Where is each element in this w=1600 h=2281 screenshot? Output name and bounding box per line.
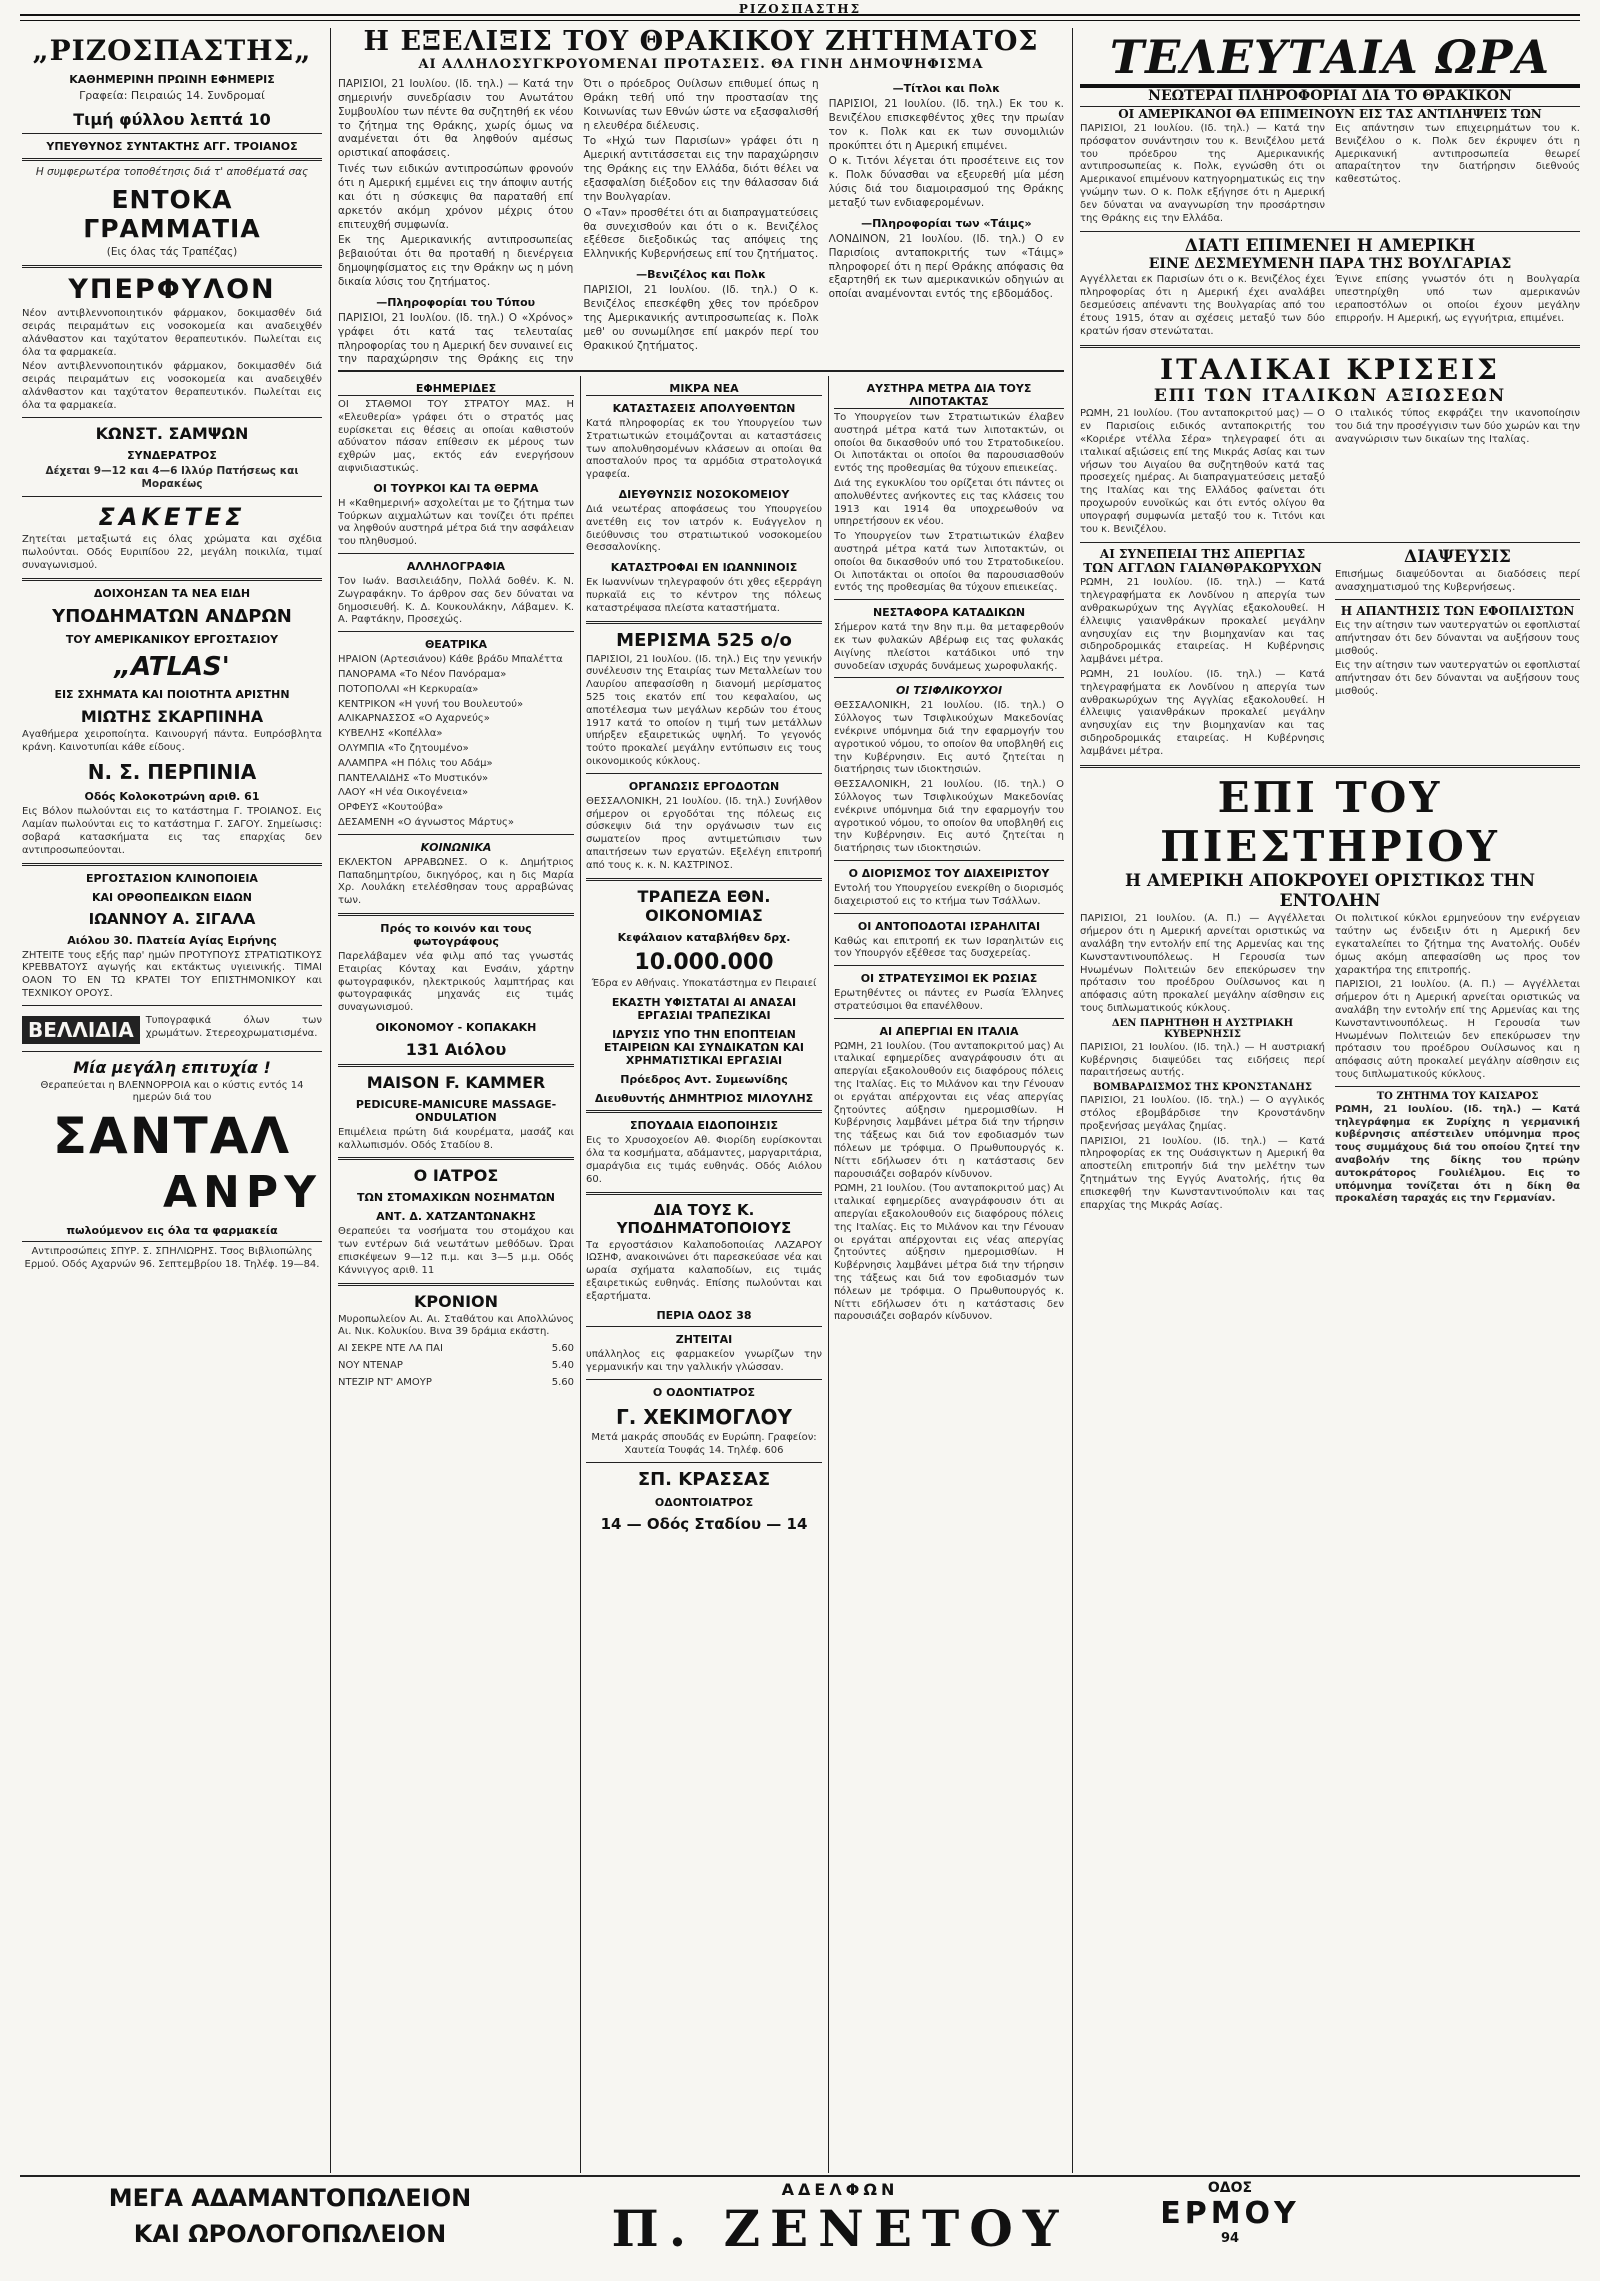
bottom-left-1: ΜΕΓΑ ΑΔΑΜΑΝΤΟΠΩΛΕΙΟΝ — [108, 2184, 472, 2212]
ad-hyperfylon-text-2: Νέον αντιβλεννοποιητικόν φάρμακον, δοκιμασθέν διά σειράς πειραμάτων εις νοσοκομεία και αναδειχθέν αλάνθαστον και ταχύτατον θεραπευτικόν. Πωλείται εις όλα τα φαρμακεία. — [22, 361, 322, 411]
theatre-item: ΔΕΣΑΜΕΝΗ «Ο άγνωστος Μάρτυς» — [338, 816, 514, 828]
bottom-rule — [20, 2175, 1580, 2177]
c2b-p5: ΘΕΣΣΑΛΟΝΙΚΗ, 21 Ιουλίου. (Ιδ. τηλ.) Συνήλθον σήμερον οι εργοδόται της πόλεως εις σύσκεψιν διά την οργάνωσιν των εις σωματείον προς αντιμετώπισιν των απαιτήσεων των εργατών. Εξελέγη επιτροπή από τους κ. κ. Ν. ΚΑΣΤΡΙΝΟΣ. — [586, 795, 822, 871]
ad-notes-title: ΕΝΤΟΚΑ ΓΡΑΜΜΑΤΙΑ — [83, 185, 261, 244]
ad-hyperfylon-title: ΥΠΕΡΦΥΛΟΝ — [68, 274, 276, 306]
right-p2: Εις απάντησιν των επιχειρημάτων του κ. Βενιζέλου ο κ. Πολκ δεν έκρυψεν ότι η Αμερικανική αντιπροσωπεία θεωρεί απαραίτητον την διατήρησιν διεθνούς καθεστώτος. — [1335, 123, 1580, 186]
director: ΥΠΕΥΘΥΝΟΣ ΣΥΝΤΑΚΤΗΣ ΑΓΓ. ΤΡΟΙΑΝΟΣ — [46, 139, 298, 153]
c2b-sec5: ΣΠΟΥΔΑΙΑ ΕΙΔΟΠΟΙΗΣΙΣ — [630, 1119, 778, 1133]
c1-p1: ΠΑΡΙΣΙΟΙ, 21 Ιουλίου. (Ιδ. τηλ.) — Κατά την σημερινήν συνεδρίασιν του Ανωτάτου Συμβουλίου των πέντε θα συζητηθή εκ νέου το ζήτημα της Θράκης, χωρίς όμως να αναμένεται ότι θα ληφθούν αμέσως οριστικαί αποφάσεις. — [338, 78, 574, 160]
c1b-ad2-sub: PEDICURE-MANICURE MASSAGE-ONDULATION — [355, 1097, 557, 1124]
center-col3 — [829, 76, 1064, 366]
right-p5: ΡΩΜΗ, 21 Ιουλίου. (Του ανταποκριτού μας) — Ο εν Παρισίοις ειδικός ανταποκριτής του «Κοριέρε ντέλλα Σέρα» τηλεγραφεί ότι αι ιταλικαί αξιώσεις επί της Μικράς Ασίας και των νήσων του Αιγαίου θα συζητηθούν κατά τας προσεχείς ημέρας. Αι διαπραγματεύσεις μεταξύ της Ιταλίας και της Ελλάδος φαίνεται ότι προχωρούν ευνοϊκώς και ότι εντός ολίγου θα υπογραφή συμφωνία μεταξύ του κ. Τιτόνι και του κ. Βενιζέλου. — [1080, 408, 1325, 535]
c1b-p2: Η «Καθημερινή» ασχολείται με το ζήτημα των Τούρκων αιχμαλώτων και τονίζει ότι πρέπει να ληφθούν αυστηρά μέτρα διά την ασφάλειαν του πληθυσμού. — [338, 497, 574, 548]
right-p12: ΠΑΡΙΣΙΟΙ, 21 Ιουλίου. (Ιδ. τηλ.) — Η αυστριακή Κυβέρνησις διαψεύδει τας ειδήσεις περί παραιτήσεως αυτής. — [1080, 1041, 1325, 1079]
c2b-ad1: ΜΕΡΙΣΜΑ 525 ο/ο — [616, 629, 792, 651]
right-h6: ΙΤΑΛΙΚΑΙ ΚΡΙΣΕΙΣ — [1160, 353, 1500, 387]
masthead: „ΡΙΖΟΣΠΑΣΤΗΣ„ — [32, 34, 312, 67]
bottom-left-2: ΚΑΙ ΩΡΟΛΟΓΟΠΩΛΕΙΟΝ — [133, 2220, 447, 2248]
c1b-p4: ΕΚΛΕΚΤΟΝ ΑΡΡΑΒΩΝΕΣ. Ο κ. Δημήτριος Παπαδημητρίου, δικηγόρος, και η δις Μαρία Χρ. Λουλάκη ετελέσθησαν τους αρραβώνας των. — [338, 856, 574, 907]
right-p13: ΒΟΜΒΑΡΔΙΣΜΟΣ ΤΗΣ ΚΡΟΝΣΤΑΝΔΗΣ — [1093, 1082, 1312, 1094]
c1b-ad3-name: ΑΝΤ. Δ. ΧΑΤΖΑΝΤΩΝΑΚΗΣ — [376, 1210, 536, 1224]
ad-jackets-title: ΣΑΚΕΤΕΣ — [98, 503, 246, 532]
ad-santal-text: Θεραπεύεται η ΒΛΕΝΝΟΡΡΟΙΑ και ο κύστις εντός 14 ημερών διά του — [40, 1079, 304, 1104]
perfume-price: 5.60 — [551, 1343, 574, 1355]
c2-p2: Το «Ηχώ των Παρισίων» γράφει ότι η Αμερική αντιτάσσεται εις την παραχώρησιν της Θράκης εις την Ελλάδα, διότι θέλει να εξασφαλίση διέξοδον εις την θάλασσαν διά την Βουλγαρίαν. — [583, 135, 819, 203]
c3b-head: ΑΥΣΤΗΡΑ ΜΕΤΡΑ ΔΙΑ ΤΟΥΣ ΛΙΠΟΤΑΚΤΑΣ — [834, 382, 1064, 409]
ad-agency: Αντιπροσώπεις ΣΠΥΡ. Σ. ΣΠΗΛΙΩΡΗΣ. Τσος Βιβλιοπώλης Ερμού. Οδός Αχαρνών 96. Σεπτεμβρίου 18. Τηλέφ. 19—84. — [24, 1246, 320, 1271]
theatre-list — [338, 654, 574, 830]
theatre-item: ΟΡΦΕΥΣ «Κουτούβα» — [338, 802, 444, 814]
right-p7: ΡΩΜΗ, 21 Ιουλίου. (Ιδ. τηλ.) — Κατά τηλεγραφήματα εκ Λονδίνου η απεργία των ανθρακωρύχων της Αγγλίας εξακολουθεί. Η έλλειψις γαιανθράκων προκαλεί μεγάλην ανησυχίαν εις την βιομηχανίαν και τας σιδηροδρομικάς εταιρείας. Η Κυβέρνησις λαμβάνει μέτρα. — [1080, 577, 1325, 666]
perfume-name: ΑΙ ΣΕΚΡΕ ΝΤΕ ΛΑ ΠΑΙ — [338, 1343, 443, 1355]
right-p15: ΠΑΡΙΣΙΟΙ, 21 Ιουλίου. (Ιδ. τηλ.) — Κατά πληροφορίας εκ της Ουάσιγκτων η Αμερική θα αποστείλη επιτροπήν διά την μελέτην των ζητημάτων της Εγγύς Ανατολής, ήτις θα επισκεφθή την Κωνσταντινούπολιν και τας επαρχίας της Μικράς Ασίας. — [1080, 1135, 1325, 1211]
right-col-c — [1080, 911, 1325, 1214]
c1b-ad1-name: ΟΙΚΟΝΟΜΟΥ - ΚΟΠΑΚΑΚΗ — [375, 1020, 537, 1034]
theatre-item: ΠΑΝΟΡΑΜΑ «Το Νέον Πανόραμα» — [338, 668, 507, 680]
ad-doctor-title: ΣΥΝΔΕΡΑΤΡΟΣ — [127, 448, 217, 462]
c1-p2: Τινές των ειδικών αντιπροσώπων φρονούν ότι η Αμερική εμμένει εις την άποψιν αυτής και ότι η σύσκεψις θα παραταθή επί αρκετόν ακόμη χρόνον μέχρις ότου επιτευχθή συμφωνία. — [338, 163, 574, 231]
c1b-ad3-sub: ΤΩΝ ΣΤΟΜΑΧΙΚΩΝ ΝΟΣΗΜΑΤΩΝ — [357, 1191, 555, 1205]
c2b-bank3: 10.000.000 — [634, 949, 774, 975]
ad-shoes-h3: ΤΟΥ ΑΜΕΡΙΚΑΝΙΚΟΥ ΕΡΓΟΣΤΑΣΙΟΥ — [65, 632, 279, 646]
c3b-p4-cont: ΘΕΣΣΑΛΟΝΙΚΗ, 21 Ιουλίου. (Ιδ. τηλ.) Ο Σύλλογος των Τσιφλικούχων Μακεδονίας ενέκρινε υπόμνημα διά την εφαρμογήν του αγροτικού νόμου, το οποίον θα υποβληθή εις την Κυβέρνησιν. Εις αυτό ζητείται η διατήρησις των ιδιοκτησιών. — [834, 779, 1064, 855]
center-bottom-col1 — [338, 376, 574, 2173]
c3-p1: ΠΑΡΙΣΙΟΙ, 21 Ιουλίου. (Ιδ. τηλ.) Εκ του κ. Βενιζέλου επισκεφθέντος χθες την πρωίαν τον κ. Πολκ και εκ των συνομιλιών προκύπτει ότι η Αμερική επιμένει. — [828, 98, 1064, 152]
ad-beds-h1: ΕΡΓΟΣΤΑΣΙΟΝ ΚΛΙΝΟΠΟΙΕΙΑ — [86, 871, 258, 885]
right-p18: ΡΩΜΗ, 21 Ιουλίου. (Ιδ. τηλ.) — Κατά τηλεγράφημα εκ Ζυρίχης η γερμανική κυβέρνησις απέστειλεν υπόμνημα προς τους συμμάχους διά του οποίου ζητεί την αναβολήν της δίκης του πρώην αυτοκράτορος Γουλιέλμου. Εις το υπόμνημα τονίζεται ότι η δίκη θα προκαλέση ταραχάς εις την Γερμανίαν. — [1335, 1103, 1580, 1205]
c1-sec1: —Πληροφορίαι του Τύπου — [376, 295, 536, 309]
ad-shoes-h1: ΔΟΙΧΟΗΣΑΝ ΤΑ ΝΕΑ ΕΙΔΗ — [93, 586, 251, 600]
ad-santal-sold: πωλούμενον εις όλα τα φαρμακεία — [66, 1224, 278, 1238]
c1-p4: ΠΑΡΙΣΙΟΙ, 21 Ιουλίου. (Ιδ. τηλ.) Ο «Χρόνος» γράφει ότι κατά τας τελευταίας πληροφορίας του η Αμερική δεν συναινεί εις την παραχώρησιν της Θράκης εις την — [338, 311, 574, 366]
perfume-price: 5.40 — [551, 1360, 574, 1372]
c1b-ad4-text: Μυροπωλείον Αι. Αι. Σταθάτου και Απολλώνος Αι. Νικ. Κολυκίου. Βινα 39 δράμια εκάστη. — [338, 1313, 574, 1338]
right-p8: Επισήμως διαψεύδονται αι διαδόσεις περί ανασχηματισμού της Κυβερνήσεως. — [1335, 569, 1580, 594]
c3b-sec6: ΑΙ ΑΠΕΡΓΙΑΙ ΕΝ ΙΤΑΛΙΑ — [879, 1024, 1019, 1038]
ad-doctor-text: Δέχεται 9—12 και 4—6 Ιλλύρ Πατήσεως και Μορακέως — [45, 464, 299, 491]
c2b-p7a: ΠΕΡΙΑ ΟΔΟΣ 38 — [656, 1309, 752, 1323]
c1b-sec1: ΟΙ ΤΟΥΡΚΟΙ ΚΑΙ ΤΑ ΘΕΡΜΑ — [373, 481, 539, 495]
right-h5: ΕΙΝΕ ΔΕΣΜΕΥΜΕΝΗ ΠΑΡΑ ΤΗΣ ΒΟΥΛΓΑΡΙΑΣ — [1148, 256, 1512, 273]
rule-left — [330, 28, 331, 2173]
right-h7: ΕΠΙ ΤΩΝ ΙΤΑΛΙΚΩΝ ΑΞΙΩΣΕΩΝ — [1153, 386, 1507, 407]
c2b-p2: Διά νεωτέρας αποφάσεως του Υπουργείου ανετέθη εις τον ιατρόν κ. Ευάγγελον η διεύθυνσις του στρατιωτικού νοσοκομείου Θεσσαλονίκης. — [586, 503, 822, 554]
right-p6: Ο ιταλικός τύπος εκφράζει την ικανοποίησιν του διά την προσέγγισιν των δύο χωρών και την αναγνώρισιν των δικαίων της Ιταλίας. — [1335, 408, 1580, 445]
ad-jackets-text: Ζητείται μεταξιωτά εις όλας χρώματα και σχέδια πωλούνται. Οδός Ευριπίδου 22, μεγάλη ποικιλία, τιμαί συναγωνισμού. — [22, 534, 322, 571]
main-subheadline: ΑΙ ΑΛΛΗΛΟΣΥΓΚΡΟΥΟΜΕΝΑΙ ΠΡΟΤΑΣΕΙΣ. ΘΑ ΓΙΝΗ ΔΗΜΟΨΗΦΙΣΜΑ — [418, 57, 984, 72]
right-h12: ΕΠΙ ΤΟΥ ΠΙΕΣΤΗΡΙΟΥ — [1160, 773, 1500, 872]
c3-sec1: —Τίτλοι και Πολκ — [892, 82, 1001, 95]
price: Τιμή φύλλου λεπτά 10 — [73, 109, 271, 129]
c1b-ad3-text: Θεραπεύει τα νοσήματα του στομάχου και των εντέρων διά νεωτάτων μεθόδων. Ώραι επισκέψεων 9—12 π.μ. και 3—5 μ.μ. Οδός Κάννιγγος αριθ. 11 — [338, 1226, 574, 1276]
ad-beds-h2: ΚΑΙ ΟΡΘΟΠΕΔΙΚΩΝ ΕΙΔΩΝ — [92, 890, 252, 904]
right-h2: ΝΕΩΤΕΡΑΙ ΠΛΗΡΟΦΟΡΙΑΙ ΔΙΑ ΤΟ ΘΡΑΚΙΚΟΝ — [1080, 88, 1580, 107]
ad-shoes-seller-text: Αγαθήμερα χειροποίητα. Καινουργή πάντα. Ευπρόσβλητα κράνη. Καινοτυπίαι κάθε είδους. — [22, 728, 322, 753]
right-p7-cont: ΡΩΜΗ, 21 Ιουλίου. (Ιδ. τηλ.) — Κατά τηλεγραφήματα εκ Λονδίνου η απεργία των ανθρακωρύχων της Αγγλίας εξακολουθεί. Η έλλειψις γαιανθράκων προκαλεί μεγάλην ανησυχίαν εις την βιομηχανίαν και τας σιδηροδρομικάς εταιρείας. Η Κυβέρνησις λαμβάνει μέτρα. — [1080, 668, 1325, 757]
rule-right — [1072, 28, 1073, 2173]
c2b-sec6: ΔΙΑ ΤΟΥΣ Κ. ΥΠΟΔΗΜΑΤΟΠΟΙΟΥΣ — [616, 1200, 792, 1237]
ad-notes-intro: Η συμφερωτέρα τοποθέτησις διά τ' αποθέματά σας — [35, 165, 309, 178]
c2b-ad3: Ο ΟΔΟΝΤΙΑΤΡΟΣ — [652, 1386, 756, 1400]
right-h13: Η ΑΜΕΡΙΚΗ ΑΠΟΚΡΟΥΕΙ ΟΡΙΣΤΙΚΩΣ ΤΗΝ ΕΝΤΟΛΗΝ — [1124, 871, 1536, 912]
bottom-right-3: 94 — [1220, 2231, 1240, 2246]
ad-santal-word-2: ΑΝΡΥ — [163, 1167, 322, 1219]
main-headline: Η ΕΞΕΛΙΞΙΣ ΤΟΥ ΘΡΑΚΙΚΟΥ ΖΗΤΗΜΑΤΟΣ — [363, 26, 1039, 57]
c3b-sec2: ΟΙ ΤΣΙΦΛΙΚΟΥΧΟΙ — [895, 684, 1003, 698]
right-p14: ΠΑΡΙΣΙΟΙ, 21 Ιουλίου. (Ιδ. τηλ.) — Ο αγγλικός στόλος εβομβάρδισε την Κρονστάνδην προξενήσας μεγάλας ζημίας. — [1080, 1095, 1325, 1132]
perfume-name: ΝΟΥ ΝΤΕΝΑΡ — [338, 1360, 403, 1372]
c3-p2: Ο κ. Τιτόνι λέγεται ότι προσέτεινε εις τον κ. Πολκ δύνασθαι να εξευρεθή μία μέση λύσις διά του διαμοιρασμού της Θράκης μεταξύ των ενδιαφερομένων. — [828, 155, 1064, 210]
c1b-ad1-addr: 131 Αιόλου — [405, 1039, 507, 1059]
price-row — [338, 1375, 574, 1392]
c2b-sec4: ΟΡΓΑΝΩΣΙΣ ΕΡΓΟΔΟΤΩΝ — [628, 779, 780, 793]
c1b-ad1: Πρός το κοινόν και τους φωτογράφους — [380, 921, 532, 948]
c1b-p3: Τον Ιωάν. Βασιλειάδην, Πολλά δοθέν. Κ. Ν. Ζωγραφάκην. Το άρθρον σας δεν δύναται να δημοσιευθή. Κ. Δ. Κουκουλάκην, Λάβαμεν. Κ. Α. Ραφτάκην, Προσεχώς. — [338, 575, 574, 626]
right-p1: ΠΑΡΙΣΙΟΙ, 21 Ιουλίου. (Ιδ. τηλ.) — Κατά την πρόσφατον συνάντησιν του κ. Βενιζέλου μετά του πρόεδρου της Αμερικανικής αντιπροσωπείας κ. Πολκ, εγνώσθη ότι οι Αμερικανοί επιμένουν κατηγορηματικώς εις την γνώμην των. Ο κ. Πολκ εξήγησε ότι η Αμερική δεν δύναται να αναγνωρίση την προσάρτησιν της Θράκης εις την Ελλάδα. — [1080, 123, 1325, 224]
c2-sec1: —Βενιζέλος και Πολκ — [636, 268, 766, 282]
c2b-bank5: ΕΚΑΣΤΗ ΥΦΙΣΤΑΤΑΙ ΑΙ ΑΝΑΣΑΙ ΕΡΓΑΣΙΑΙ ΤΡΑΠΕΖΙΚΑΙ — [611, 996, 797, 1023]
c2b-sec2: ΔΙΕΥΘΥΝΣΙΣ ΝΟΣΟΚΟΜΕΙΟΥ — [618, 487, 790, 501]
c2b-sec3: ΚΑΤΑΣΤΡΟΦΑΙ ΕΝ ΙΩΑΝΝΙΝΟΙΣ — [610, 561, 798, 575]
right-h8: ΑΙ ΣΥΝΕΠΕΙΑΙ ΤΗΣ ΑΠΕΡΓΙΑΣ — [1099, 547, 1306, 562]
c3b-sec3: Ο ΔΙΟΡΙΣΜΟΣ ΤΟΥ ΔΙΑΧΕΙΡΙΣΤΟΥ — [848, 866, 1050, 880]
right-col-a — [1080, 547, 1325, 760]
c2b-sec1: ΚΑΤΑΣΤΑΣΕΙΣ ΑΠΟΛΥΘΕΝΤΩΝ — [612, 402, 796, 415]
c1b-p1: ΟΙ ΣΤΑΘΜΟΙ ΤΟΥ ΣΤΡΑΤΟΥ ΜΑΣ. Η «Ελευθερία» γράφει ότι ο στρατός μας ευρίσκεται εις θέσεις αι οποίαι καθιστούν αδύνατον πάσαν επίθεσιν εκ μέρους των εχθρών μας, εκτός εάν ενεργήσουν αιφνιδιαστικώς. — [338, 399, 574, 474]
c3b-p3: Σήμερον κατά την 8ην π.μ. θα μεταφερθούν εκ των φυλακών Αβέρωφ εις τας φυλακάς Αιγίνης πλείστοι κατάδικοι υπό την συνοδείαν ισχυράς δυνάμεως χωροφυλακής. — [834, 622, 1064, 672]
right-section — [1080, 26, 1580, 2176]
c3b-p1-cont: Το Υπουργείον των Στρατιωτικών έλαβεν αυστηρά μέτρα κατά των λιποτακτών, οι οποίοι θα δικασθούν υπό του Στρατοδικείου. Οι λιποτάκται οι οποίοι θα παρουσιασθούν εντός της προθεσμίας θα τύχουν επιεικείας. — [834, 531, 1064, 594]
right-h11: Η ΑΠΑΝΤΗΣΙΣ ΤΩΝ ΕΦΟΠΛΙΣΤΩΝ — [1340, 603, 1575, 618]
right-col-b — [1335, 547, 1580, 760]
theatre-item: ΟΛΥΜΠΙΑ «Το ζητουμένο» — [338, 742, 469, 754]
center-bottom-col2 — [586, 376, 822, 2173]
c2b-bank7: Πρόεδρος Αντ. Συμεωνίδης — [620, 1073, 788, 1087]
theatre-item: ΚΕΝΤΡΙΚΟΝ «Η γυνή του Βουλευτού» — [338, 698, 524, 710]
bottom-right-1: ΟΔΟΣ — [1207, 2180, 1253, 2196]
c3b-p8-cont: ΡΩΜΗ, 21 Ιουλίου. (Του ανταποκριτού μας) Αι ιταλικαί εφημερίδες αναγράφουσιν ότι αι απεργίαι εξακολουθούν εις διαφόρους πόλεις της Ιταλίας. Εις το Μιλάνον και την Γένουαν οι εργάται απέρχονται εις νέας απεργίας ζητούντες αύξησιν ημερομισθίων. Η Κυβέρνησις λαμβάνει μέτρα διά την τήρησιν της τάξεως και διά τον εφοδιασμόν των πόλεων με τρόφιμα. Ο Πρωθυπουργός κ. Νίττι εδήλωσεν ότι η κατάστασις δεν παρουσιάζει σοβαρόν κίνδυνον. — [834, 1183, 1064, 1323]
price-row — [338, 1358, 574, 1375]
masthead-address: Γραφεία: Πειραιώς 14. Συνδρομαί — [79, 89, 265, 102]
c1b-sec3: ΘΕΑΤΡΙΚΑ — [424, 638, 488, 652]
ad-vellidia-title: ΒΕΛΛΙΔΙΑ — [22, 1016, 140, 1044]
ad-beds-addr: Αιόλου 30. Πλατεία Αγίας Ειρήνης — [67, 933, 277, 947]
masthead-subtitle: ΚΑΘΗΜΕΡΙΝΗ ΠΡΩΙΝΗ ΕΦΗΜΕΡΙΣ — [69, 73, 275, 86]
center-col2 — [583, 76, 818, 366]
c2-p4: ΠΑΡΙΣΙΟΙ, 21 Ιουλίου. (Ιδ. τηλ.) Ο κ. Βενιζέλος επεσκέφθη χθες τον πρόεδρον της Αμερικανικής αντιπροσωπείας κ. Πολκ μεθ' ου συνωμίλησε επί μακρόν περί του Θρακικού ζητήματος. — [583, 284, 819, 352]
rule-center-2 — [828, 376, 829, 2173]
right-h4: ΔΙΑΤΙ ΕΠΙΜΕΝΕΙ Η ΑΜΕΡΙΚΗ — [1184, 236, 1476, 257]
right-p17: ΤΟ ΖΗΤΗΜΑ ΤΟΥ ΚΑΙΣΑΡΟΣ — [1376, 1090, 1539, 1102]
right-p16: Οι πολιτικοί κύκλοι ερμηνεύουν την ενέργειαν ταύτην ως ένδειξιν ότι η Αμερική δεν εγκαταλείπει το ζήτημα της Ανατολής. Ουδέν όμως ακόμη απεφασίσθη ως προς τον χαρακτήρα της επιτροπής. — [1335, 913, 1580, 976]
ad-beds-text: ΖΗΤΕΙΤΕ τους εξής παρ' ημών ΠΡΟΤΥΠΟΥΣ ΣΤΡΑΤΙΩΤΙΚΟΥΣ ΚΡΕΒΒΑΤΟΥΣ αγωγής και εκτάκτως υγιεινικής. ΤΙΜΑΙ ΟΑΟΝ ΤΟ ΕΝ ΤΩ ΚΡΑΤΕΙ ΤΟΥ ΕΠΙΣΤΗΜΟΝΙΚΟΥ και ΤΕΧΝΙΚΟΥ ΟΡΟΥΣ. — [22, 949, 322, 999]
c3b-sec5: ΟΙ ΣΤΡΑΤΕΥΣΙΜΟΙ ΕΚ ΡΩΣΙΑΣ — [860, 972, 1038, 986]
right-p4: Έγινε επίσης γνωστόν ότι η Βουλγαρία υπεστηρίχθη υπό των αμερικανών ιεραποστόλων οι οποίοι έχουν μεγάλην επιρροήν. Η Αμερική, ως εγγυήτρια, επιμένει. — [1335, 274, 1580, 324]
last-hour-headline: ΤΕΛΕΥΤΑΙΑ ΩΡΑ — [1080, 30, 1580, 88]
c3-p3: ΛΟΝΔΙΝΟΝ, 21 Ιουλίου. (Ιδ. τηλ.) Ο εν Παρισίοις ανταποκριτής των «Τάιμς» πληροφορεί ότι η περί Θράκης απόφασις θα εξαρτηθή εκ των αμερικανικών οδηγιών αι οποίαι αναμένονται εντός της εβδομάδος. — [828, 232, 1064, 301]
right-p11: ΔΕΝ ΠΑΡΗΤΗΘΗ Η ΑΥΣΤΡΙΑΚΗ ΚΥΒΕΡΝΗΣΙΣ — [1111, 1017, 1294, 1040]
right-p9: Εις την αίτησιν των ναυτεργατών οι εφοπλισταί απήντησαν ότι δεν δύνανται να αυξήσουν τους μισθούς. — [1335, 619, 1580, 657]
c3b-p7: Ερωτηθέντες οι πάντες εν Ρωσία Έλληνες στρατεύσιμοι θα επανέλθουν. — [834, 988, 1064, 1012]
bottom-ad-left — [30, 2180, 550, 2270]
right-h3: ΟΙ ΑΜΕΡΙΚΑΝΟΙ ΘΑ ΕΠΙΜΕΙΝΟΥΝ ΕΙΣ ΤΑΣ ΑΝΤΙΛΗΨΕΙΣ ΤΩΝ — [1118, 107, 1542, 121]
c2b-bank6: ΙΔΡΥΣΙΣ ΥΠΟ ΤΗΝ ΕΠΟΠΤΕΙΑΝ ΕΤΑΙΡΕΙΩΝ ΚΑΙ ΣΥΝΔΙΚΑΤΩΝ ΚΑΙ ΧΡΗΜΑΤΙΣΤΙΚΑΙ ΕΡΓΑΣΙΑΙ — [604, 1028, 804, 1068]
c1b-ad1-text: Παρελάβαμεν νέα φιλμ από τας γνωστάς Εταιρίας Κόνταχ και Ενσάιν, χάρτην φωτογραφικόν, ηλεκτρικούς λαμπτήρας και φωτογραφικάς μηχανάς εις τιμάς συναγωνισμού. — [338, 950, 574, 1014]
perfume-name: ΝΤΕΖΙΡ ΝΤ' ΑΜΟΥΡ — [338, 1376, 432, 1388]
running-header: ΡΙΖΟΣΠΑΣΤΗΣ — [738, 2, 862, 16]
center-bottom-col3 — [834, 376, 1064, 2173]
c2b-p6: Εις το Χρυσοχοείον Αθ. Φιορίδη ευρίσκονται όλα τα κοσμήματα, αδάμαντες, μαργαριτάρια, σμαράγδια εις τιμάς ευθηνάς. Οδός Αιόλου 60. — [586, 1135, 822, 1185]
ad-notes-sub: (Εις όλας τάς Τραπέζας) — [106, 246, 238, 259]
ad-shoes-seller: ΜΙΩΤΗΣ ΣΚΑΡΠΙΝΗΑ — [80, 706, 264, 726]
center-divider — [338, 370, 1064, 372]
c2b-bank2: Κεφάλαιον καταβλήθεν δρχ. — [617, 930, 791, 944]
rule-center-1 — [580, 376, 581, 2173]
price-row — [338, 1341, 574, 1358]
ad-shoes-brand: „ATLAS' — [114, 651, 230, 682]
c3b-p2: Διά της εγκυκλίου του ορίζεται ότι πάντες οι απολυθέντες ανήκοντες εις τας κλάσεις του 1913 και 1914 θα υποχρεωθούν να υπηρετήσουν εκ νέου. — [834, 477, 1064, 528]
ad-doctor-name: ΚΩΝΣΤ. ΣΑΜΨΩΝ — [95, 423, 249, 443]
right-p3: Αγγέλλεται εκ Παρισίων ότι ο κ. Βενιζέλος έχει πληροφορίας ότι η Αμερική έχει αναλάβει δεσμεύσεις απέναντι της Βουλγαρίας από του έτους 1915, όταν αι σχέσεις μεταξύ των δύο κρατών ήσαν στενώταται. — [1080, 274, 1325, 337]
center-col1 — [338, 76, 573, 366]
c3b-p6: Καθώς και επιτροπή εκ των Ισραηλιτών εις τον Υπουργόν εξέθεσε τας δυσχερείας. — [834, 935, 1064, 960]
right-h10: ΔΙΑΨΕΥΣΙΣ — [1404, 547, 1511, 568]
bottom-mid-1: ΑΔΕΛΦΩΝ — [781, 2180, 899, 2199]
theatre-item: ΠΑΝΤΕΛΑΙΔΗΣ «Το Μυστικόν» — [338, 772, 489, 784]
right-p9-cont: Εις την αίτησιν των ναυτεργατών οι εφοπλισταί απήντησαν ότι δεν δύνανται να αυξήσουν τους μισθούς. — [1335, 660, 1580, 697]
c2b-ad4-sub: ΟΔΟΝΤΟΙΑΤΡΟΣ — [654, 1495, 754, 1509]
c3-sec2: —Πληροφορίαι των «Τάιμς» — [861, 216, 1032, 230]
bottom-right-2: ΕΡΜΟΥ — [1160, 2196, 1300, 2231]
right-p10-cont: ΠΑΡΙΣΙΟΙ, 21 Ιουλίου. (Α. Π.) — Αγγέλλεται σήμερον ότι η Αμερική αρνείται οριστικώς να αναλάβη την εντολήν επί της Αρμενίας και της Κωνσταντινουπόλεως. Η Γερουσία των Ηνωμένων Πολιτειών δεν επεκύρωσεν την πρότασιν του προέδρου Ουίλσωνος και η απόφασις αύτη προκαλεί μεγάλην αίσθησιν εις τους διπλωματικούς κύκλους. — [1335, 979, 1580, 1081]
c1b-ad2-text: Επιμέλεια πρώτη διά κουρέματα, μασάζ και καλλωπισμόν. Οδός Σταδίου 8. — [338, 1126, 574, 1151]
c1b-sec4: ΚΟΙΝΩΝΙΚΑ — [420, 840, 492, 854]
theatre-item: ΚΥΒΕΛΗΣ «Κοπέλλα» — [338, 728, 443, 740]
c2-p3: Ο «Ταν» προσθέτει ότι αι διαπραγματεύσεις θα συνεχισθούν και ότι ο κ. Βενιζέλος εξέθεσε διεξοδικώς τας απόψεις της Ελληνικής Κυβερνήσεως επί του ζητήματος. — [583, 206, 819, 261]
c1-p3: Εκ της Αμερικανικής αντιπροσωπείας βεβαιούται ότι θα προταθή η διενέργεια δημοψηφίσματος εις την Θράκην ως η μόνη δικαία λύσις του ζητήματος. — [338, 234, 574, 289]
c1b-ad4: ΚΡΟΝΙΟΝ — [413, 1291, 499, 1311]
ad-perpinia-addr: Οδός Κολοκοτρώνη αριθ. 61 — [84, 790, 260, 804]
ad-santal-word: ΣΑΝΤΑΛ — [52, 1107, 292, 1166]
ad-hyperfylon-text: Νέον αντιβλεννοποιητικόν φάρμακον, δοκιμασθέν διά σειράς πειραμάτων εις νοσοκομεία και αναδειχθέν αλάνθαστον και ταχύτατον θεραπευτικόν. Πωλείται εις όλα τα φαρμακεία. — [22, 308, 322, 358]
c2b-ad3-name: Γ. ΧΕΚΙΜΟΓΛΟΥ — [616, 1405, 792, 1430]
theatre-item: ΗΡΑΙΟΝ (Αρτεσιάνου) Κάθε βράδυ Μπαλέττα — [338, 654, 563, 666]
ad-perpinia-title: Ν. Σ. ΠΕΡΠΙΝΙΑ — [87, 760, 257, 785]
bottom-ad-mid — [560, 2180, 1120, 2270]
right-p10: ΠΑΡΙΣΙΟΙ, 21 Ιουλίου. (Α. Π.) — Αγγέλλεται σήμερον ότι η Αμερική αρνείται οριστικώς να αναλάβη την εντολήν επί της Αρμενίας και της Κωνσταντινουπόλεως. Η Γερουσία των Ηνωμένων Πολιτειών δεν επεκύρωσεν την πρότασιν του προέδρου Ουίλσωνος και η απόφασις αύτη προκαλεί μεγάλην αίσθησιν εις τους διπλωματικούς κύκλους. — [1080, 913, 1325, 1015]
ad-shoes-h2: ΥΠΟΔΗΜΑΤΩΝ ΑΝΔΡΩΝ — [52, 605, 292, 627]
c2b-bank4: Έδρα εν Αθήναις. Υποκατάστημα εν Πειραιεί — [591, 977, 817, 989]
bottom-ad-right — [1130, 2180, 1330, 2270]
c2b-ad4-text: 14 — Οδός Σταδίου — 14 — [600, 1514, 808, 1533]
c2b-p4: ΠΑΡΙΣΙΟΙ, 21 Ιουλίου. (Ιδ. τηλ.) Εις την γενικήν συνέλευσιν της Εταιρίας των Μεταλλείων του Λαυρίου απεφασίσθη η διανομή μερίσματος 525 τοις εκατόν επί του κεφαλαίου, ως αποτέλεσμα των μεγάλων κερδών του έτους 1917 κατά το οποίον η τιμή των μετάλλων υπήρξεν εξαιρετικώς υψηλή. Το γεγονός τούτο προκαλεί μεγάλην εντύπωσιν εις τους οικονομικούς κύκλους. — [586, 653, 822, 767]
perfume-price: 5.60 — [551, 1376, 574, 1388]
center-top — [338, 26, 1064, 366]
c3b-sec1: ΝΕΣΤΑΦΟΡΑ ΚΑΤΑΔΙΚΩΝ — [872, 606, 1026, 620]
ad-shoes-text: ΕΙΣ ΣΧΗΜΑΤΑ ΚΑΙ ΠΟΙΟΤΗΤΑ ΑΡΙΣΤΗΝ — [54, 687, 290, 701]
theatre-item: ΛΑΟΥ «Η νέα Οικογένεια» — [338, 787, 469, 799]
c2b-p3: Εκ Ιωαννίνων τηλεγραφούν ότι χθες εξερράγη πυρκαϊά εις το κέντρον της πόλεως καταστρέψασα πλείστα καταστήματα. — [586, 577, 822, 614]
c2b-head: ΜΙΚΡΑ ΝΕΑ — [586, 382, 822, 396]
c3b-p5: Εντολή του Υπουργείου ενεκρίθη ο διορισμός διαχειριστού εις το κτήμα των Τσάλλων. — [834, 882, 1064, 907]
c2b-ad3-text: Μετά μακράς σπουδάς εν Ευρώπη. Γραφείον: Χαυτεία Τουφάς 14. Τηλέφ. 606 — [591, 1432, 817, 1456]
ad-beds-name: ΙΩΑΝΝΟΥ Α. ΣΙΓΑΛΑ — [88, 909, 256, 928]
left-column — [22, 28, 322, 2173]
theatre-item: ΠΟΤΟΠΟΛΑΙ «Η Κερκυραία» — [338, 683, 479, 695]
ad-vellidia-text: Τυπογραφικά όλων των χρωμάτων. Στερεοχρωματισμένα. — [145, 1015, 322, 1040]
ad-santal-intro: Μία μεγάλη επιτυχία ! — [73, 1057, 271, 1077]
c1b-ad2: MAISON F. KAMMER — [366, 1072, 546, 1092]
c2b-p1: Κατά πληροφορίας εκ του Υπουργείου των Στρατιωτικών ετοιμάζονται αι καταστάσεις των απολυθησομένων κλάσεων αι οποίαι θα αποσταλούν προς τα αρμόδια στρατολογικά γραφεία. — [586, 418, 822, 481]
c2b-bank8: Διευθυντής ΔΗΜΗΤΡΙΟΣ ΜΙΛΟΥΛΗΣ — [594, 1092, 814, 1106]
c2b-ad2: ΖΗΤΕΙΤΑΙ — [675, 1333, 733, 1347]
c2b-p7: Τα εργοστάσιον Καλαποδοποιίας ΛΑΖΑΡΟΥ ΙΩΣΗΦ, ανακοινώνει ότι παρεσκεύασε νέα και ωραία σχήματα καλαποδίων, εις τιμάς εξαιρετικώς ευθηνάς. Επίσης πωλούνται και εξαρτήματα. — [586, 1239, 822, 1302]
c1b-head: ΕΦΗΜΕΡΙΔΕΣ — [338, 382, 574, 396]
theatre-item: ΑΛΑΜΠΡΑ «Η Πόλις του Αδάμ» — [338, 757, 493, 769]
c3b-p8: ΡΩΜΗ, 21 Ιουλίου. (Του ανταποκριτού μας) Αι ιταλικαί εφημερίδες αναγράφουσιν ότι αι απεργίαι εξακολουθούν εις διαφόρους πόλεις της Ιταλίας. Εις το Μιλάνον και την Γένουαν οι εργάται απέρχονται εις νέας απεργίας ζητούντες αύξησιν ημερομισθίων. Η Κυβέρνησις λαμβάνει μέτρα διά την τήρησιν της τάξεως και διά τον εφοδιασμόν των πόλεων με τρόφιμα. Ο Πρωθυπουργός κ. Νίττι εδήλωσεν ότι η κατάστασις δεν παρουσιάζει σοβαρόν κίνδυνον. — [834, 1040, 1064, 1180]
bottom-mid-2: Π. ΖΕΝΕΤΟΥ — [611, 2199, 1069, 2258]
c2b-bank: ΤΡΑΠΕΖΑ ΕΘΝ. ΟΙΚΟΝΟΜΙΑΣ — [637, 886, 771, 925]
theatre-item: ΑΛΙΚΑΡΝΑΣΣΟΣ «Ο Αχαρνεύς» — [338, 713, 490, 725]
c1b-sec2: ΑΛΛΗΛΟΓΡΑΦΙΑ — [406, 559, 506, 573]
c2-p1: Ότι ο πρόεδρος Ουίλσων επιθυμεί όπως η Θράκη τεθή υπό την προστασίαν της Κοινωνίας των Εθνών ώστε να εξασφαλισθή η ελευθέρα διέλευσις. — [583, 78, 819, 132]
right-col-d — [1335, 911, 1580, 1214]
ad-perpinia-text: Εις Βόλον πωλούνται εις το κατάστημα Γ. ΤΡΟΙΑΝΟΣ. Εις Λαμίαν πωλούνται εις το κατάστημα Γ. ΣΑΓΟΥ. Σημείωσις: σοβαρά κατασκήματα εις τας επαρχίας δεν αντιπροσωπεύονται. — [22, 806, 322, 856]
c3b-sec4: ΟΙ ΑΝΤΟΠΟΔΟΤΑΙ ΙΣΡΑΗΛΙΤΑΙ — [857, 919, 1041, 933]
c3b-p1: Το Υπουργείον των Στρατιωτικών έλαβεν αυστηρά μέτρα κατά των λιποτακτών, οι οποίοι θα δικασθούν υπό του Στρατοδικείου. Οι λιποτάκται οι οποίοι θα παρουσιασθούν εντός της προθεσμίας θα τύχουν επιεικείας. — [834, 412, 1064, 475]
right-h9: ΤΩΝ ΑΓΓΛΩΝ ΓΑΙΑΝΘΡΑΚΩΡΥΧΩΝ — [1083, 561, 1322, 576]
c2b-ad4: ΣΠ. ΚΡΑΣΣΑΣ — [637, 1468, 771, 1490]
c1b-ad3: Ο ΙΑΤΡΟΣ — [413, 1166, 499, 1186]
header-rule — [20, 14, 1580, 21]
c3b-p4: ΘΕΣΣΑΛΟΝΙΚΗ, 21 Ιουλίου. (Ιδ. τηλ.) Ο Σύλλογος των Τσιφλικούχων Μακεδονίας ενέκρινε υπόμνημα διά την εφαρμογήν του αγροτικού νόμου, το οποίον θα υποβληθή εις την Κυβέρνησιν. Εις αυτό ζητείται η διατήρησις των ιδιοκτησιών. — [834, 700, 1064, 776]
c2b-ad2-text: υπάλληλος εις φαρμακείον γνωρίζων την γερμανικήν και την γαλλικήν γλώσσαν. — [586, 1349, 822, 1374]
